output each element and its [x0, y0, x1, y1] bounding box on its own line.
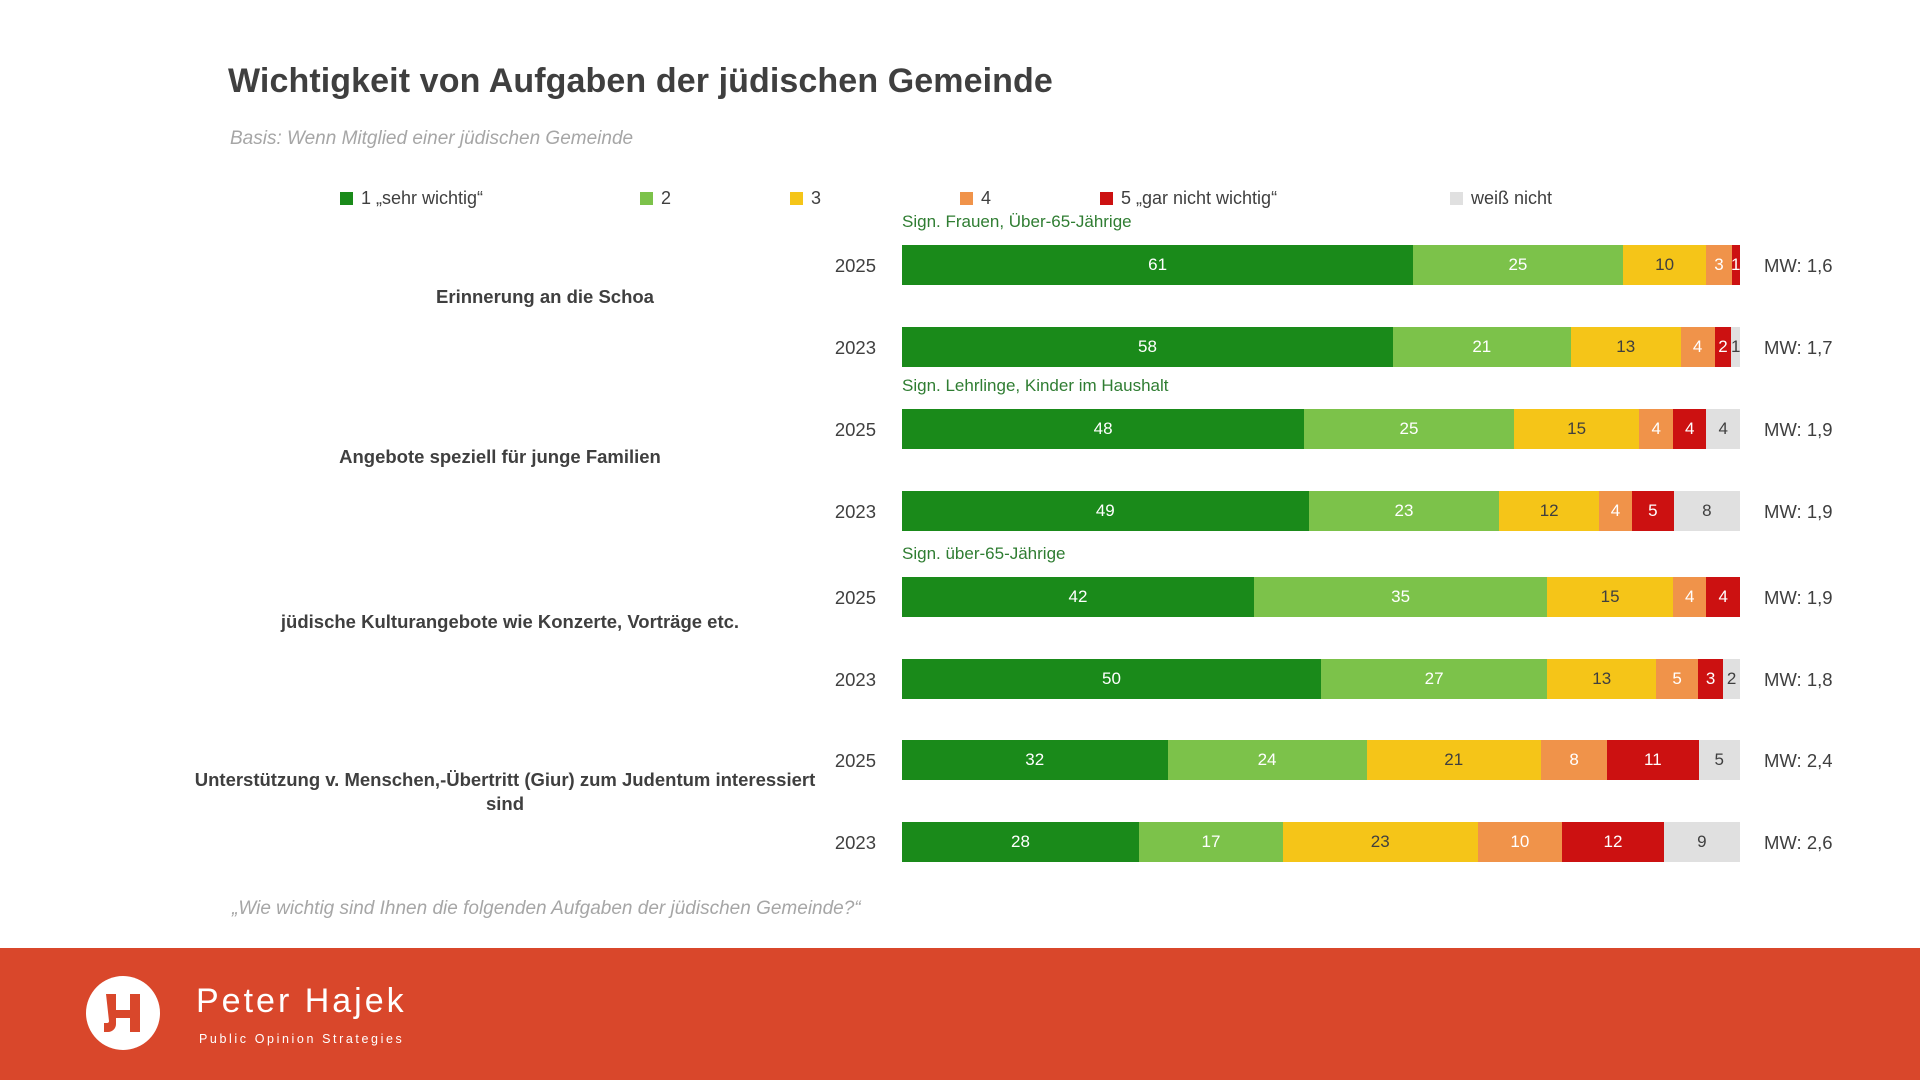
bar-segment-4: 4: [1639, 409, 1673, 449]
bar-segment-4: 8: [1541, 740, 1607, 780]
bar-segment-3: 13: [1547, 659, 1656, 699]
year-axis-label: 2025: [834, 255, 876, 276]
bar-segment-4: 4: [1599, 491, 1632, 531]
legend-label: 1 „sehr wichtig“: [361, 188, 484, 208]
bar-row: [902, 822, 1740, 862]
category-label: Angebote speziell für junge Familien: [339, 446, 661, 467]
bar-row: [902, 577, 1740, 617]
bar-segment-1: 48: [902, 409, 1304, 449]
bar-segment-2: 23: [1309, 491, 1500, 531]
bar-segment-3: 23: [1283, 822, 1478, 862]
bar-segment-6: 8: [1674, 491, 1740, 531]
year-axis-label: 2025: [834, 587, 876, 608]
bar-segment-1: 42: [902, 577, 1254, 617]
bar-segment-1: 58: [902, 327, 1393, 367]
bar-segment-3: 15: [1547, 577, 1673, 617]
bar-segment-5: 4: [1706, 577, 1740, 617]
chart-basis-subtitle: Basis: Wenn Mitglied einer jüdischen Gemeinde: [230, 128, 634, 149]
mean-value-label: MW: 1,9: [1764, 501, 1833, 522]
bar-segment-6: 2: [1723, 659, 1740, 699]
bar-row: [902, 740, 1740, 780]
bar-segment-2: 25: [1413, 245, 1623, 285]
bar-segment-4: 10: [1478, 822, 1563, 862]
bar-segment-3: 13: [1571, 327, 1681, 367]
bar-segment-4: 4: [1673, 577, 1707, 617]
mean-value-label: MW: 1,8: [1764, 669, 1833, 690]
year-axis-label: 2023: [834, 501, 876, 522]
significance-note: Sign. Lehrlinge, Kinder im Haushalt: [902, 376, 1169, 395]
bar-segment-2: 21: [1393, 327, 1571, 367]
bar-segment-5: 1: [1732, 245, 1740, 285]
legend-label: 2: [661, 188, 672, 208]
bar-segment-3: 15: [1514, 409, 1640, 449]
significance-note: Sign. über-65-Jährige: [902, 544, 1066, 563]
year-axis-label: 2023: [834, 832, 876, 853]
legend-label: 4: [981, 188, 992, 208]
brand-footer-bar: [0, 948, 1920, 1080]
bar-segment-1: 49: [902, 491, 1309, 531]
year-axis-label: 2023: [834, 337, 876, 358]
category-label: Unterstützung v. Menschen,-Übertritt (Giur) zum Judentum interessiert sind: [194, 769, 816, 815]
mean-value-label: MW: 2,4: [1764, 750, 1833, 771]
bar-segment-4: 5: [1656, 659, 1698, 699]
legend-label: weiß nicht: [1471, 188, 1553, 208]
mean-value-label: MW: 1,7: [1764, 337, 1833, 358]
bar-segment-1: 32: [902, 740, 1168, 780]
bar-row: [902, 491, 1740, 531]
brand-tagline: Public Opinion Strategies: [199, 1032, 405, 1046]
bar-segment-5: 2: [1715, 327, 1732, 367]
bar-segment-5: 4: [1673, 409, 1707, 449]
mean-value-label: MW: 1,9: [1764, 419, 1833, 440]
bar-segment-4: 3: [1706, 245, 1731, 285]
mean-value-label: MW: 2,6: [1764, 832, 1833, 853]
bar-segment-5: 11: [1607, 740, 1698, 780]
bar-row: [902, 659, 1740, 699]
bar-segment-3: 21: [1367, 740, 1541, 780]
mean-value-label: MW: 1,9: [1764, 587, 1833, 608]
bar-segment-4: 4: [1681, 327, 1715, 367]
legend-label: 3: [811, 188, 822, 208]
legend-label: 5 „gar nicht wichtig“: [1121, 188, 1278, 208]
bar-segment-6: 5: [1699, 740, 1740, 780]
survey-question-footnote: „Wie wichtig sind Ihnen die folgenden Aufgaben der jüdischen Gemeinde?“: [232, 898, 861, 919]
year-axis-label: 2023: [834, 669, 876, 690]
brand-name: Peter Hajek: [196, 982, 407, 1020]
bar-segment-6: 4: [1706, 409, 1740, 449]
bar-row: [902, 245, 1740, 285]
bar-row: [902, 409, 1740, 449]
year-axis-label: 2025: [834, 750, 876, 771]
category-label: jüdische Kulturangebote wie Konzerte, Vorträge etc.: [280, 611, 740, 632]
bar-segment-2: 35: [1254, 577, 1547, 617]
bar-segment-5: 5: [1632, 491, 1673, 531]
bar-row: [902, 327, 1740, 367]
mean-value-label: MW: 1,6: [1764, 255, 1833, 276]
bar-segment-5: 12: [1562, 822, 1664, 862]
bar-segment-2: 25: [1304, 409, 1514, 449]
bar-segment-6: 9: [1664, 822, 1740, 862]
bar-segment-3: 10: [1623, 245, 1707, 285]
bar-segment-2: 27: [1321, 659, 1547, 699]
bar-segment-6: 1: [1731, 327, 1739, 367]
bar-segment-2: 24: [1168, 740, 1367, 780]
page-title: Wichtigkeit von Aufgaben der jüdischen Gemeinde: [228, 62, 1053, 100]
bar-segment-3: 12: [1499, 491, 1599, 531]
bar-segment-1: 61: [902, 245, 1413, 285]
year-axis-label: 2025: [834, 419, 876, 440]
category-label: Erinnerung an die Schoa: [436, 286, 654, 307]
significance-note: Sign. Frauen, Über-65-Jährige: [902, 212, 1132, 231]
bar-segment-5: 3: [1698, 659, 1723, 699]
bar-segment-1: 28: [902, 822, 1139, 862]
bar-segment-2: 17: [1139, 822, 1283, 862]
peter-hajek-logo-icon: [84, 974, 162, 1052]
bar-segment-1: 50: [902, 659, 1321, 699]
